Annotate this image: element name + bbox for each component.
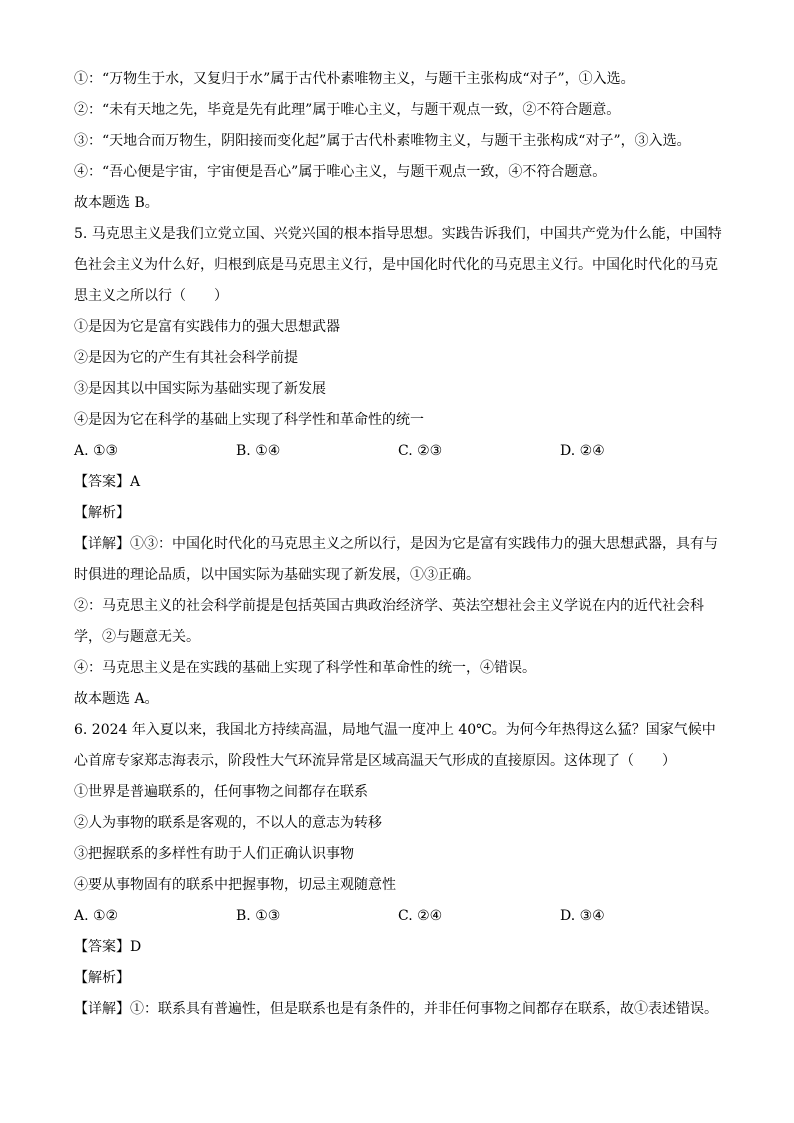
- statement-item: ③是因其以中国实际为基础实现了新发展: [74, 381, 326, 397]
- q4-analysis: [74, 64, 722, 219]
- option-d: D. ②④: [560, 443, 605, 459]
- statement-item: ④要从事物固有的联系中把握事物，切忌主观随意性: [74, 877, 396, 893]
- analysis-label: 【解析】: [74, 970, 130, 986]
- question-stem: 5. 马克思主义是我们立党立国、兴党兴国的根本指导思想。实践告诉我们，中国共产党为什么能，中国特色社会主义为什么好，归根到底是马克思主义行，是中国化时代化的马克思主义行。中国化时代化的马克思主义之所以行（ ）: [74, 226, 722, 304]
- option-a: A. ①③: [74, 443, 119, 459]
- option-d: D. ③④: [560, 908, 605, 924]
- detail-line: 【详解】①：联系具有普遍性，但是联系也是有条件的，并非任何事物之间都存在联系，故①表述错误。: [74, 1001, 718, 1017]
- statement-item: ②是因为它的产生有其社会科学前提: [74, 350, 298, 366]
- conclusion-line: 故本题选 B。: [74, 195, 159, 211]
- answer-label: 【答案】D: [74, 939, 142, 955]
- analysis-line: ④：“吾心便是宇宙，宇宙便是吾心”属于唯心主义，与题干观点一致，④不符合题意。: [74, 164, 607, 180]
- analysis-line: ③：“天地合而万物生，阴阳接而变化起”属于古代朴素唯物主义，与题干主张构成“对子”，③入选。: [74, 133, 691, 149]
- option-a: A. ①②: [74, 908, 119, 924]
- analysis-line: ①：“万物生于水，又复归于水”属于古代朴素唯物主义，与题干主张构成“对子”，①入选。: [74, 71, 635, 87]
- document-page: [74, 64, 722, 1025]
- detail-line: 【详解】①③：中国化时代化的马克思主义之所以行，是因为它是富有实践伟力的强大思想武器，具有与时俱进的理论品质，以中国实际为基础实现了新发展，①③正确。: [74, 536, 718, 583]
- statement-item: ③把握联系的多样性有助于人们正确认识事物: [74, 846, 354, 862]
- option-c: C. ②④: [398, 908, 443, 924]
- answer-options: [74, 901, 722, 932]
- detail-line: ④：马克思主义是在实践的基础上实现了科学性和革命性的统一，④错误。: [74, 660, 536, 676]
- option-b: B. ①③: [236, 908, 281, 924]
- statement-item: ④是因为它在科学的基础上实现了科学性和革命性的统一: [74, 412, 424, 428]
- analysis-label: 【解析】: [74, 505, 130, 521]
- question-stem: 6. 2024 年入夏以来，我国北方持续高温，局地气温一度冲上 40℃。为何今年热得这么猛？国家气候中心首席专家郑志海表示，阶段性大气环流异常是区域高温天气形成的直接原因。这体现了（ ）: [74, 722, 716, 769]
- statement-item: ①世界是普遍联系的，任何事物之间都存在联系: [74, 784, 368, 800]
- conclusion-line: 故本题选 A。: [74, 691, 159, 707]
- question-6: [74, 715, 722, 1025]
- statement-item: ①是因为它是富有实践伟力的强大思想武器: [74, 319, 340, 335]
- question-5: [74, 219, 722, 715]
- option-c: C. ②③: [398, 443, 443, 459]
- answer-label: 【答案】A: [74, 474, 141, 490]
- detail-line: ②：马克思主义的社会科学前提是包括英国古典政治经济学、英法空想社会主义学说在内的近代社会科学，②与题意无关。: [74, 598, 704, 645]
- analysis-line: ②：“未有天地之先，毕竟是先有此理”属于唯心主义，与题干观点一致，②不符合题意。: [74, 102, 621, 118]
- answer-options: [74, 436, 722, 467]
- statement-item: ②人为事物的联系是客观的，不以人的意志为转移: [74, 815, 382, 831]
- option-b: B. ①④: [236, 443, 281, 459]
